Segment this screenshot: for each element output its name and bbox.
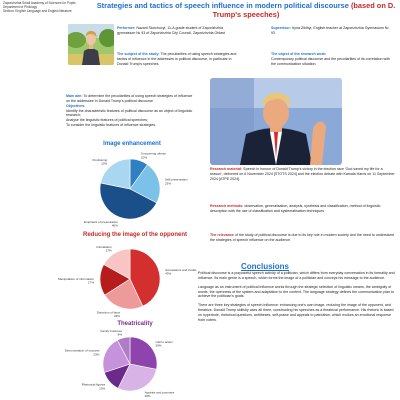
poster-title bbox=[96, 1, 396, 19]
objective-item: To consider the linguistic features of influence strategies. bbox=[66, 123, 157, 128]
slice-label: Distortion of facts bbox=[96, 310, 120, 315]
methods-block bbox=[210, 204, 395, 214]
performer-label: Performer: bbox=[117, 26, 136, 30]
slice-value: 17% bbox=[88, 280, 95, 285]
aim-label: Main aim: bbox=[66, 94, 83, 98]
slice-value: 29% bbox=[155, 343, 162, 348]
slice-label: Uncovering ulterior bbox=[141, 151, 167, 156]
title-main: Strategies and tactics of speech influence in modern political discourse bbox=[96, 1, 349, 10]
slice-label: Manipulation of information bbox=[57, 277, 95, 282]
aim-text: To determine the peculiarities of using speech strategies of influence on the addressee in Donald Trump's political discourse bbox=[66, 94, 193, 103]
slice-value: 17% bbox=[105, 248, 112, 253]
slice-label: Accusations and insults bbox=[165, 268, 197, 273]
slice-label: Rhetorical figures bbox=[81, 382, 106, 387]
object-block bbox=[271, 52, 391, 67]
academy-header bbox=[3, 1, 88, 13]
academy-line: Zaporizhzhia Small Academy of Sciences for Pupils bbox=[3, 1, 76, 5]
conclusion-paragraph: Language as an instrument of political influence works through the strategic selection of linguistic means, the ambiguity of words, the openness of the system and adaptation to the context. The language strategy defines the communication plan to achieve the politician's goals. bbox=[198, 284, 395, 299]
slice-value: 23% bbox=[165, 181, 172, 186]
subject-block bbox=[117, 52, 239, 67]
slice-label: Intimidation bbox=[96, 245, 112, 250]
department-line: Department of Philology bbox=[3, 5, 38, 9]
subject-text: The peculiarities of using speech strategies and tactics of influence in the addresses in political discourse, in particular in Donald Trump's speeches. bbox=[117, 52, 237, 66]
object-text: Contemporary political discourse and the peculiarities of its correlation with the communication situation. bbox=[271, 56, 390, 66]
chart-title-theatricality: Theatricality bbox=[117, 321, 153, 327]
pie-chart-reducing-image bbox=[55, 239, 205, 319]
conclusions-title: Conclusions bbox=[240, 262, 289, 271]
pie-slice bbox=[130, 337, 157, 369]
chart-title-reducing-image: Reducing the image of the opponent bbox=[83, 232, 187, 238]
title-subtitle: (based on D. Trump's speeches) bbox=[212, 1, 396, 20]
slice-value: 23% bbox=[93, 352, 100, 357]
author-photo bbox=[68, 24, 114, 65]
aim-block bbox=[66, 94, 196, 128]
slice-value: 13% bbox=[99, 386, 106, 391]
slice-value: 46% bbox=[111, 223, 118, 228]
supervisor-text: Iryna Zikthyi, English teacher at Zaporizhzhia Gymnasium № 93 bbox=[271, 26, 389, 35]
slice-value: 30% bbox=[144, 394, 151, 399]
methods-text: observation, generalisation, analysis, synthesis and classification, method of linguistic description with the use of classification and systematisation techniques bbox=[210, 204, 381, 213]
conclusion-paragraph: There are three key strategies of speech influence: enhancing one's own image, reducing the image of the opponent, and theatrics. Donald Trump skilfully uses all three, constructing his speeches as a theatrical performance. His rhetoric is based on hyperbole, rhetorical questions, antitheses, self-praise and appeals to patriotism, which evokes an emotional response from voters. bbox=[198, 303, 394, 322]
slice-label: Appeals and promises bbox=[144, 390, 175, 395]
slice-value: 8% bbox=[117, 332, 123, 337]
objective-item: Analyse the linguistic features of political speeches; bbox=[66, 118, 148, 123]
performer-block bbox=[117, 26, 237, 36]
object-label: The object of the research work: bbox=[271, 52, 327, 56]
material-label: Research material: bbox=[210, 167, 243, 171]
objectives-label: Objectives: bbox=[66, 103, 86, 108]
chart-title-image-enhancement: Image enhancement bbox=[103, 141, 161, 147]
slice-value: 23% bbox=[113, 314, 120, 319]
relevance-block bbox=[210, 233, 395, 243]
slice-label: Positioning bbox=[92, 158, 108, 163]
subject-label: The subject of the study: bbox=[117, 52, 160, 56]
section-line: Section: English Language and English literature bbox=[3, 9, 72, 13]
slice-label: Call to action bbox=[155, 340, 173, 345]
slice-value: 10% bbox=[141, 155, 148, 160]
pie-chart-image-enhancement bbox=[60, 148, 200, 230]
conclusion-paragraph: Political discourse is a purposeful speech activity of a politician, which differs from everyday conversation in its formality and influence. Its main genre is a speech, which forms the image of a politician and conveys his message to the audience. bbox=[198, 271, 395, 280]
slice-label: Self-presentation bbox=[165, 177, 188, 182]
performer-text: Nazarii Storchovyi, 11-A grade student of Zaporizhzhia gymnasium № 93 of Zaporizhzhia City Council, Zaporizhzhia Oblast bbox=[117, 26, 225, 35]
material-block bbox=[210, 167, 395, 182]
slice-label: Demonstration of success bbox=[64, 348, 100, 353]
conclusions-body bbox=[198, 271, 396, 327]
relevance-label: The relevance bbox=[210, 233, 234, 237]
trump-photo bbox=[210, 78, 342, 165]
pie-chart-theatricality bbox=[60, 328, 200, 400]
relevance-text: of the study of political discourse is due to its key role in modern society and the need to understand the strategies of speech influence on the audience. bbox=[210, 233, 394, 242]
slice-label: Emphasis of presentation bbox=[84, 219, 118, 224]
supervisor-block bbox=[271, 26, 391, 36]
material-text: Speech in honour of Donald Trump's victory in the election race 'God saved my life for a reason', delivered on 6 November 2024 [STOTS 2024] and the election debate with Kamala Harris on 11 September 2024 [ATPE 2024]. bbox=[210, 167, 395, 181]
slice-value: 22% bbox=[101, 161, 108, 166]
supervisor-label: Supervisor: bbox=[271, 26, 291, 30]
methods-label: Research methods: bbox=[210, 204, 244, 208]
slice-label: Family business bbox=[100, 328, 123, 333]
objective-item: Identify the characteristic features of political discourse as an object of linguistic research; bbox=[66, 108, 193, 118]
slice-value: 43% bbox=[165, 271, 172, 276]
